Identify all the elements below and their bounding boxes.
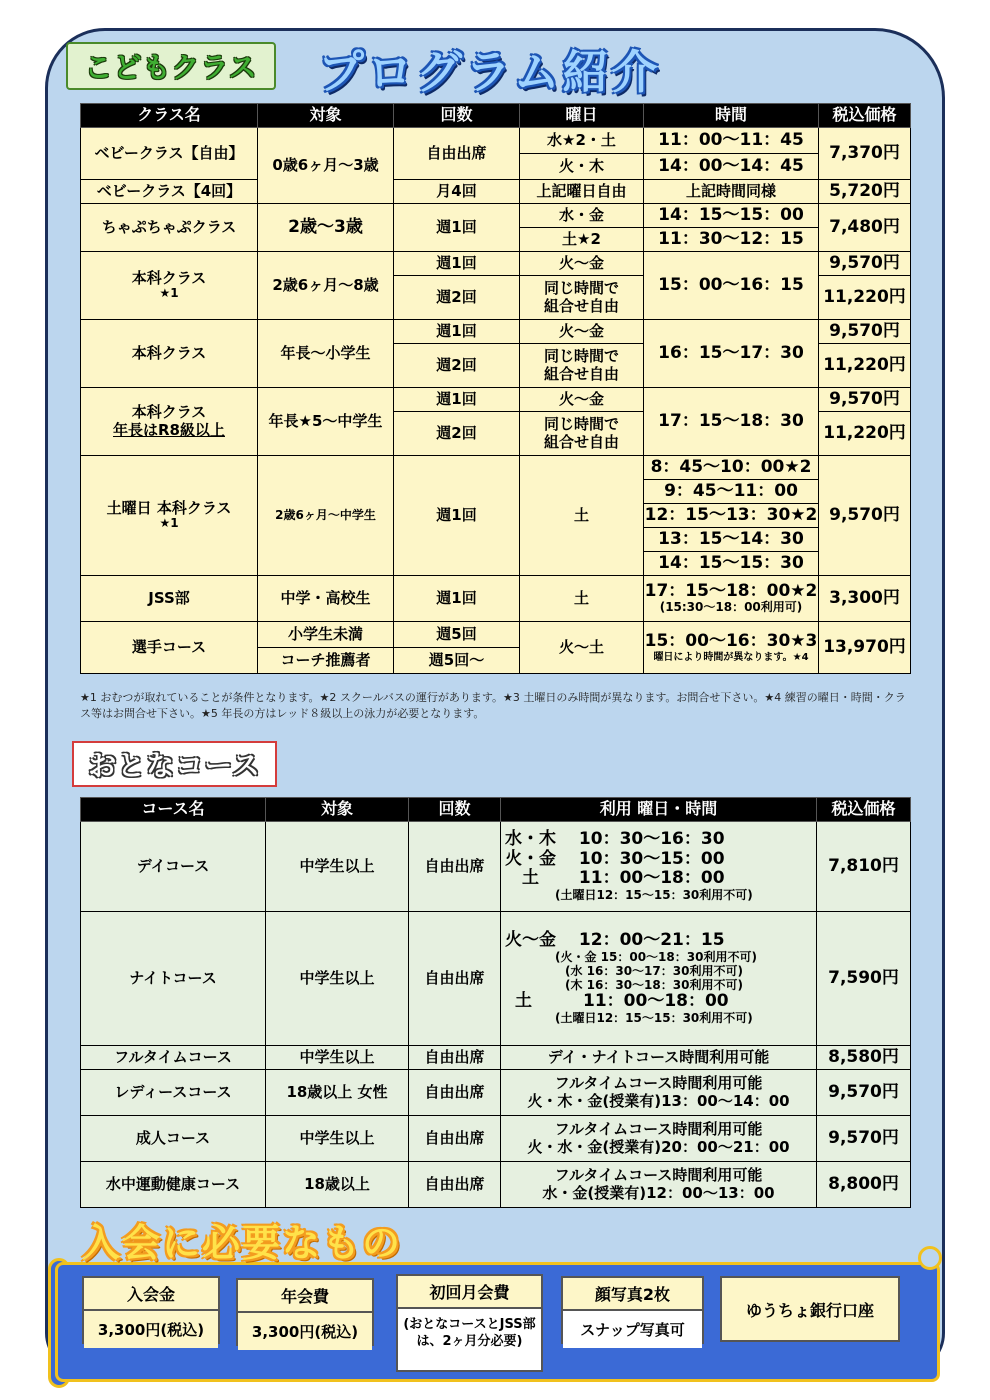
first-month-fee-card — [396, 1274, 543, 1372]
photo-card — [561, 1276, 704, 1344]
scroll-curl-right — [918, 1246, 942, 1270]
header-class-name: クラス名 — [81, 104, 258, 128]
time-cell — [644, 622, 819, 674]
star-note: ★1 — [159, 516, 179, 531]
price-cell: 7,810円 — [817, 822, 911, 912]
day-text: 同じ時間で — [543, 415, 619, 434]
class-name-cell: ちゃぷちゃぷクラス — [81, 204, 258, 252]
day-cell — [520, 276, 644, 320]
day-cell: 火・木 — [520, 154, 644, 180]
count-cell: 週2回 — [394, 276, 520, 320]
schedule-line: (火・金 15：00～18：30利用不可) — [555, 949, 757, 964]
count-cell: 週1回 — [394, 252, 520, 276]
count-cell: 自由出席 — [409, 1046, 501, 1070]
count-cell: 週1回 — [394, 456, 520, 576]
class-name-cell — [81, 252, 258, 320]
day-text: 同じ時間で — [543, 279, 619, 298]
schedule-cell — [501, 1070, 817, 1116]
time-cell: 17：15～18：30 — [644, 388, 819, 456]
schedule-line: フルタイムコース時間利用可能 — [554, 1166, 763, 1185]
time-cell: 14：15～15：30 — [644, 552, 819, 576]
course-name-cell: ナイトコース — [81, 912, 266, 1046]
page-title: プログラム紹介 — [318, 45, 661, 99]
day-cell: 火～金 — [520, 320, 644, 344]
table-row — [81, 622, 911, 648]
schedule-line: 土 11：00～18：00 — [515, 991, 729, 1012]
class-name-cell: ベビークラス【自由】 — [81, 128, 258, 180]
header-target: 対象 — [266, 798, 409, 822]
table-row — [81, 456, 911, 480]
adult-course-tag: おとなコース — [72, 741, 277, 787]
table-row — [81, 1162, 911, 1208]
target-cell: 中学生以上 — [266, 822, 409, 912]
first-month-fee-note: (おとなコースとJSS部は、2ヶ月分必要) — [398, 1309, 541, 1359]
schedule-line: (木 16：30～18：30利用不可) — [565, 977, 743, 992]
count-cell: 自由出席 — [409, 822, 501, 912]
annual-fee-label: 年会費 — [238, 1280, 372, 1313]
schedule-cell — [501, 1116, 817, 1162]
schedule-cell — [501, 1162, 817, 1208]
course-name-cell: フルタイムコース — [81, 1046, 266, 1070]
header-count: 回数 — [409, 798, 501, 822]
price-cell: 8,580円 — [817, 1046, 911, 1070]
price-cell: 13,970円 — [819, 622, 911, 674]
time-cell — [644, 576, 819, 622]
class-name-cell: 本科クラス — [81, 320, 258, 388]
header-price: 税込価格 — [819, 104, 911, 128]
count-cell: 週1回 — [394, 576, 520, 622]
time-cell: 上記時間同様 — [644, 180, 819, 204]
price-cell: 9,570円 — [819, 388, 911, 412]
header-time: 時間 — [644, 104, 819, 128]
day-cell: 土 — [520, 456, 644, 576]
target-cell: 0歳6ヶ月～3歳 — [258, 128, 394, 204]
time-cell: 16：15～17：30 — [644, 320, 819, 388]
price-cell: 11,220円 — [819, 412, 911, 456]
class-sub-note: 年長はR8級以上 — [113, 420, 225, 439]
time-cell: 12：15～13：30★2 — [644, 504, 819, 528]
table-row — [81, 822, 911, 912]
time-text: 15：00～16：30★3 — [644, 630, 818, 651]
schedule-line: 土 11：00～18：00 — [505, 868, 725, 889]
price-cell: 9,570円 — [819, 320, 911, 344]
count-cell: 週1回 — [394, 320, 520, 344]
class-name: 本科クラス — [131, 268, 207, 287]
schedule-line: (水 16：30～17：30利用不可) — [565, 963, 743, 978]
time-cell: 13：15～14：30 — [644, 528, 819, 552]
schedule-line: 火・木・金(授業有)13：00～14：00 — [527, 1091, 790, 1110]
schedule-cell — [501, 822, 817, 912]
class-name-cell: ベビークラス【4回】 — [81, 180, 258, 204]
kids-class-table — [80, 103, 911, 674]
entry-fee-value: 3,300円(税込) — [84, 1311, 218, 1348]
count-cell: 週1回 — [394, 204, 520, 252]
schedule-line: 水・木 10：30～16：30 — [505, 829, 725, 850]
table-header-row — [81, 798, 911, 822]
schedule-line: 火・水・金(授業有)20：00～21：00 — [527, 1137, 790, 1156]
annual-fee-value: 3,300円(税込) — [238, 1313, 372, 1350]
target-cell: 2歳～3歳 — [258, 204, 394, 252]
course-name-cell: 水中運動健康コース — [81, 1162, 266, 1208]
target-cell: 中学・高校生 — [258, 576, 394, 622]
table-row — [81, 320, 911, 344]
class-name-cell — [81, 388, 258, 456]
price-cell: 3,300円 — [819, 576, 911, 622]
table-row — [81, 388, 911, 412]
count-cell: 月4回 — [394, 180, 520, 204]
day-text: 組合せ自由 — [543, 432, 619, 451]
footnotes: ★1 おむつが取れていることが条件となります。★2 スクールバスの運行があります。★3 土曜日のみ時間が異なります。お問合せ下さい。★4 練習の曜日・時間・クラス等はお問合せ下さい。★5 年長の方はレッド８級以上の泳力が必要となります。 — [80, 691, 906, 720]
course-name-cell: 成人コース — [81, 1116, 266, 1162]
table-header-row — [81, 104, 911, 128]
header-day: 曜日 — [520, 104, 644, 128]
header-price: 税込価格 — [817, 798, 911, 822]
target-cell: 中学生以上 — [266, 912, 409, 1046]
price-cell: 7,370円 — [819, 128, 911, 180]
time-sub-note: (15:30～18：00利用可) — [659, 600, 803, 615]
count-cell: 週2回 — [394, 412, 520, 456]
schedule-line: 水・金(授業有)12：00～13：00 — [542, 1183, 775, 1202]
bank-account-card — [720, 1276, 900, 1342]
price-cell: 8,800円 — [817, 1162, 911, 1208]
target-cell: 中学生以上 — [266, 1046, 409, 1070]
price-cell: 11,220円 — [819, 276, 911, 320]
table-row — [81, 912, 911, 1046]
entry-fee-card — [82, 1276, 220, 1344]
header-target: 対象 — [258, 104, 394, 128]
day-text: 組合せ自由 — [543, 364, 619, 383]
schedule-line: (土曜日12：15～15：30利用不可) — [555, 1010, 753, 1025]
target-cell: 年長★5～中学生 — [258, 388, 394, 456]
photo-value: スナップ写真可 — [563, 1311, 702, 1348]
count-cell: 週2回 — [394, 344, 520, 388]
course-name-cell: デイコース — [81, 822, 266, 912]
price-cell: 9,570円 — [817, 1070, 911, 1116]
price-cell: 7,590円 — [817, 912, 911, 1046]
count-cell: 自由出席 — [394, 128, 520, 180]
day-cell: 火～金 — [520, 388, 644, 412]
class-name-cell: 選手コース — [81, 622, 258, 674]
time-cell: 15：00～16：15 — [644, 252, 819, 320]
schedule-line: 火～金 12：00～21：15 — [505, 930, 725, 951]
target-cell: 中学生以上 — [266, 1116, 409, 1162]
target-cell: 18歳以上 — [266, 1162, 409, 1208]
day-cell: 水・金 — [520, 204, 644, 228]
count-cell: 週5回 — [394, 622, 520, 648]
class-name: 本科クラス — [131, 403, 207, 422]
day-cell: 水★2・土 — [520, 128, 644, 154]
schedule-cell — [501, 912, 817, 1046]
class-name-cell: JSS部 — [81, 576, 258, 622]
annual-fee-card — [236, 1278, 374, 1346]
price-cell: 9,570円 — [819, 456, 911, 576]
day-cell: 火～土 — [520, 622, 644, 674]
table-row — [81, 1070, 911, 1116]
count-cell: 自由出席 — [409, 912, 501, 1046]
time-cell: 14：00～14：45 — [644, 154, 819, 180]
time-cell: 9：45～11：00 — [644, 480, 819, 504]
day-cell: 土 — [520, 576, 644, 622]
price-cell: 9,570円 — [817, 1116, 911, 1162]
time-cell: 11：00～11：45 — [644, 128, 819, 154]
schedule-line: 火・金 10：30～15：00 — [505, 848, 725, 869]
target-cell: 2歳6ヶ月～中学生 — [258, 456, 394, 576]
count-cell: 自由出席 — [409, 1070, 501, 1116]
count-cell: 自由出席 — [409, 1116, 501, 1162]
adult-course-table — [80, 797, 911, 1208]
day-text: 組合せ自由 — [543, 296, 619, 315]
time-cell: 11：30～12：15 — [644, 228, 819, 252]
time-cell: 8：45～10：00★2 — [644, 456, 819, 480]
time-text: 17：15～18：00★2 — [644, 580, 818, 601]
kids-class-tag: こどもクラス — [66, 42, 276, 90]
schedule-line: フルタイムコース時間利用可能 — [554, 1074, 763, 1093]
schedule-line: フルタイムコース時間利用可能 — [554, 1120, 763, 1139]
class-name: 土曜日 本科クラス — [106, 498, 232, 517]
day-cell — [520, 412, 644, 456]
schedule-cell: デイ・ナイトコース時間利用可能 — [501, 1046, 817, 1070]
course-name-cell: レディースコース — [81, 1070, 266, 1116]
count-cell: 週1回 — [394, 388, 520, 412]
star-note: ★1 — [159, 286, 179, 301]
time-sub-note: 曜日により時間が異なります。★4 — [653, 651, 809, 663]
price-cell: 7,480円 — [819, 204, 911, 252]
target-cell: 2歳6ヶ月～8歳 — [258, 252, 394, 320]
header-course-name: コース名 — [81, 798, 266, 822]
schedule-line: (土曜日12：15～15：30利用不可) — [555, 887, 753, 902]
price-cell: 5,720円 — [819, 180, 911, 204]
header-count: 回数 — [394, 104, 520, 128]
photo-label: 顔写真2枚 — [563, 1278, 702, 1311]
count-cell: 自由出席 — [409, 1162, 501, 1208]
target-cell: コーチ推薦者 — [258, 648, 394, 674]
header-day-time: 利用 曜日・時間 — [501, 798, 817, 822]
day-cell — [520, 344, 644, 388]
target-cell: 18歳以上 女性 — [266, 1070, 409, 1116]
count-cell: 週5回～ — [394, 648, 520, 674]
day-cell: 上記曜日自由 — [520, 180, 644, 204]
target-cell: 小学生未満 — [258, 622, 394, 648]
target-cell: 年長～小学生 — [258, 320, 394, 388]
entry-fee-label: 入会金 — [84, 1278, 218, 1311]
table-row — [81, 252, 911, 276]
table-row — [81, 1046, 911, 1070]
class-name-cell — [81, 456, 258, 576]
day-text: 同じ時間で — [543, 347, 619, 366]
time-cell: 14：15～15：00 — [644, 204, 819, 228]
table-row — [81, 128, 911, 154]
bank-account-label: ゆうちょ銀行口座 — [745, 1300, 874, 1320]
table-row — [81, 576, 911, 622]
price-cell: 11,220円 — [819, 344, 911, 388]
price-cell: 9,570円 — [819, 252, 911, 276]
table-row — [81, 180, 911, 204]
first-month-fee-label: 初回月会費 — [398, 1276, 541, 1309]
table-row — [81, 1116, 911, 1162]
table-row — [81, 204, 911, 228]
join-section-title: 入会に必要なもの — [82, 1221, 403, 1265]
day-cell: 土★2 — [520, 228, 644, 252]
day-cell: 火～金 — [520, 252, 644, 276]
